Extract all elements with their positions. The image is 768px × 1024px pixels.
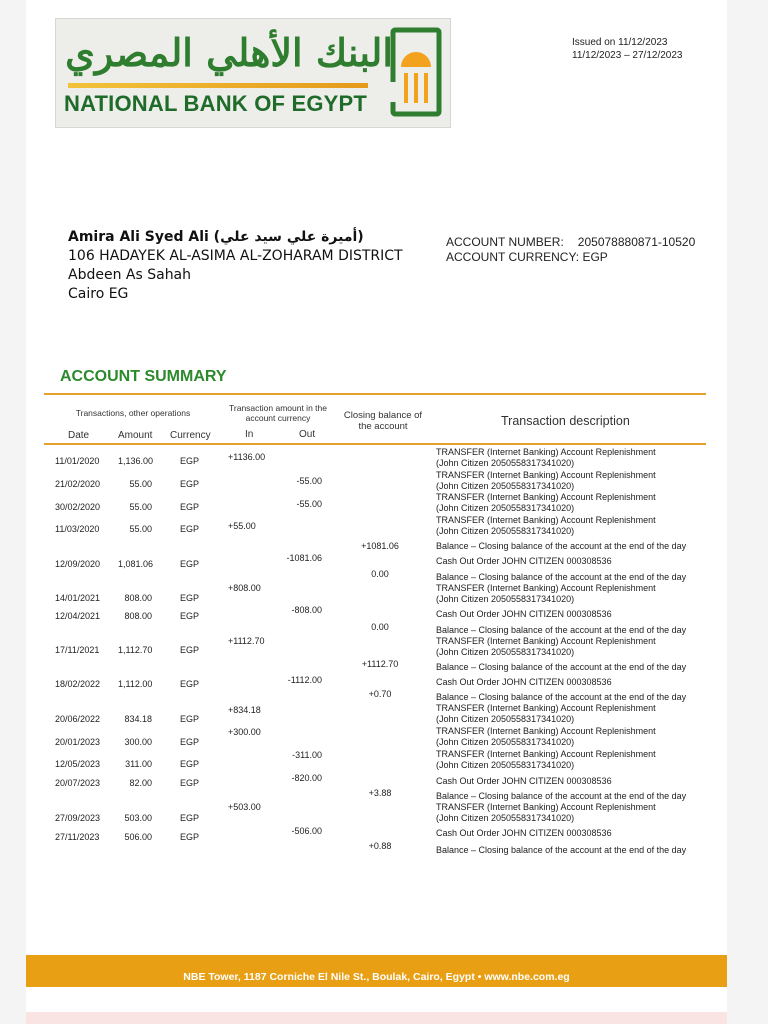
transaction-description: [436, 692, 686, 703]
transaction-date: 20/07/2023: [55, 778, 101, 788]
transaction-description: [436, 583, 656, 605]
transaction-date: 27/11/2023: [55, 832, 100, 842]
transaction-amount: 311.00: [125, 759, 152, 769]
transaction-description: [436, 845, 686, 856]
page-bottom-strip: [26, 1012, 727, 1024]
transaction-in: +55.00: [228, 521, 256, 531]
transaction-currency: EGP: [180, 502, 200, 512]
transaction-out: -55.00: [296, 476, 322, 486]
transaction-amount: 82.00: [129, 778, 152, 788]
transaction-date: 20/06/2022: [55, 714, 101, 724]
transaction-description: [436, 749, 656, 771]
description-line: TRANSFER (Internet Banking) Account Replenishment: [436, 726, 656, 736]
description-line: Cash Out Order JOHN CITIZEN 000308536: [436, 677, 612, 687]
transaction-description: [436, 625, 686, 636]
transaction-description: [436, 677, 612, 688]
transaction-amount: 55.00: [129, 479, 152, 489]
transaction-currency: EGP: [180, 456, 200, 466]
closing-balance: +0.88: [368, 841, 392, 851]
transaction-amount: 1,136.00: [118, 456, 154, 466]
account-number-label: ACCOUNT NUMBER:: [446, 235, 564, 249]
logo-english-text: NATIONAL BANK OF EGYPT: [64, 91, 368, 116]
statement-period: 11/12/2023 – 27/12/2023: [572, 50, 683, 61]
header-out: Out: [299, 429, 316, 440]
closing-balance: +3.88: [368, 788, 392, 798]
transaction-currency: EGP: [180, 593, 200, 603]
description-line: TRANSFER (Internet Banking) Account Replenishment: [436, 636, 656, 646]
transaction-out: -506.00: [291, 826, 322, 836]
transaction-description: [436, 556, 612, 567]
transaction-date: 11/01/2020: [55, 456, 100, 466]
description-line: (John Citizen 2050558317341020): [436, 481, 575, 491]
description-line: (John Citizen 2050558317341020): [436, 714, 575, 724]
transaction-description: [436, 609, 612, 620]
header-transactions: Transactions, other operations: [75, 408, 191, 418]
transaction-out: -1081.06: [286, 553, 322, 563]
customer-address-line1: 106 HADAYEK AL-ASIMA AL-ZOHARAM DISTRICT: [68, 248, 403, 264]
transaction-out: -55.00: [296, 499, 322, 509]
transaction-amount: 55.00: [129, 502, 152, 512]
transaction-date: 12/09/2020: [55, 559, 101, 569]
transaction-amount: 1,081.06: [118, 559, 154, 569]
transaction-currency: EGP: [180, 524, 200, 534]
transaction-out: -808.00: [291, 605, 322, 615]
account-info: [446, 235, 695, 264]
description-line: TRANSFER (Internet Banking) Account Replenishment: [436, 583, 656, 593]
customer-block: [68, 228, 403, 304]
transaction-date: 17/11/2021: [55, 645, 100, 655]
description-line: (John Citizen 2050558317341020): [436, 458, 575, 468]
header-amount-group: Transaction amount in the account currency: [229, 403, 327, 423]
issued-date: Issued on 11/12/2023: [572, 37, 668, 48]
transaction-description: [436, 447, 656, 469]
table-header-rule: [44, 443, 706, 445]
transaction-currency: EGP: [180, 737, 200, 747]
transaction-in: +834.18: [228, 705, 261, 715]
header-description: Transaction description: [501, 414, 630, 428]
transaction-date: 30/02/2020: [55, 502, 101, 512]
header-date: Date: [68, 430, 90, 441]
account-currency: ACCOUNT CURRENCY: EGP: [446, 249, 608, 264]
description-line: TRANSFER (Internet Banking) Account Replenishment: [436, 515, 656, 525]
description-line: Cash Out Order JOHN CITIZEN 000308536: [436, 828, 612, 838]
description-line: TRANSFER (Internet Banking) Account Replenishment: [436, 492, 656, 502]
transaction-in: +1136.00: [228, 452, 266, 462]
transaction-description: [436, 492, 656, 514]
transaction-description: [436, 636, 656, 658]
transaction-date: 27/09/2023: [55, 813, 101, 823]
transaction-description: [436, 726, 656, 748]
transaction-amount: 834.18: [124, 714, 152, 724]
transaction-description: [436, 662, 686, 673]
description-line: (John Citizen 2050558317341020): [436, 813, 575, 823]
transaction-date: 21/02/2020: [55, 479, 101, 489]
transaction-date: 20/01/2023: [55, 737, 101, 747]
transaction-currency: EGP: [180, 778, 200, 788]
transaction-description: [436, 470, 656, 492]
transaction-out: -1112.00: [287, 675, 322, 685]
transaction-currency: EGP: [180, 679, 200, 689]
transaction-currency: EGP: [180, 479, 200, 489]
transaction-amount: 300.00: [124, 737, 152, 747]
description-line: TRANSFER (Internet Banking) Account Replenishment: [436, 447, 656, 457]
description-line: TRANSFER (Internet Banking) Account Replenishment: [436, 802, 656, 812]
bank-logo: [55, 18, 451, 128]
description-line: (John Citizen 2050558317341020): [436, 760, 575, 770]
closing-balance: 0.00: [371, 569, 389, 579]
description-line: (John Citizen 2050558317341020): [436, 503, 575, 513]
transaction-date: 12/05/2023: [55, 759, 101, 769]
customer-address-line3: Cairo EG: [68, 286, 129, 302]
description-line: (John Citizen 2050558317341020): [436, 737, 575, 747]
description-line: Balance – Closing balance of the account at the end of the day: [436, 662, 687, 672]
transaction-amount: 1,112.70: [118, 645, 153, 655]
transaction-currency: EGP: [180, 611, 200, 621]
description-line: TRANSFER (Internet Banking) Account Replenishment: [436, 749, 656, 759]
description-line: Cash Out Order JOHN CITIZEN 000308536: [436, 556, 612, 566]
transaction-amount: 1,112.00: [118, 679, 153, 689]
transaction-in: +300.00: [228, 727, 261, 737]
logo-arabic-text: البنك الأهلي المصري: [65, 30, 393, 75]
transaction-in: +808.00: [228, 583, 261, 593]
transaction-description: [436, 572, 686, 583]
transaction-date: 12/04/2021: [55, 611, 101, 621]
issue-info: [572, 36, 682, 62]
bank-emblem-icon: [390, 27, 442, 117]
account-number: 205078880871-10520: [577, 235, 696, 249]
page-footer: NBE Tower, 1187 Corniche El Nile St., Boulak, Cairo, Egypt • www.nbe.com.eg: [26, 955, 727, 987]
transaction-currency: EGP: [180, 645, 200, 655]
closing-balance: +0.70: [368, 689, 392, 699]
transaction-description: [436, 515, 656, 537]
transaction-description: [436, 776, 612, 787]
description-line: Balance – Closing balance of the account at the end of the day: [436, 572, 687, 582]
transaction-amount: 808.00: [124, 611, 152, 621]
description-line: TRANSFER (Internet Banking) Account Replenishment: [436, 703, 656, 713]
transaction-description: [436, 802, 656, 824]
logo-bar: [68, 83, 368, 88]
transaction-currency: EGP: [180, 759, 200, 769]
transaction-currency: EGP: [180, 714, 200, 724]
transaction-in: +503.00: [228, 802, 261, 812]
header-currency: Currency: [170, 430, 211, 441]
transaction-amount: 506.00: [124, 832, 152, 842]
transaction-currency: EGP: [180, 813, 200, 823]
closing-balance: 0.00: [371, 622, 389, 632]
transaction-description: [436, 828, 612, 839]
header-in: In: [245, 429, 254, 440]
transaction-description: [436, 703, 656, 725]
transaction-date: 11/03/2020: [55, 524, 100, 534]
account-summary-title: ACCOUNT SUMMARY: [60, 368, 227, 385]
transaction-description: [436, 541, 686, 552]
transaction-date: 14/01/2021: [55, 593, 101, 603]
closing-balance: +1081.06: [361, 541, 399, 551]
description-line: (John Citizen 2050558317341020): [436, 647, 575, 657]
transaction-description: [436, 791, 686, 802]
closing-balance: +1112.70: [361, 659, 399, 669]
customer-address-line2: Abdeen As Sahah: [68, 267, 192, 283]
transaction-in: +1112.70: [228, 636, 265, 646]
header-amount: Amount: [118, 430, 153, 441]
transaction-amount: 808.00: [124, 593, 152, 603]
description-line: Cash Out Order JOHN CITIZEN 000308536: [436, 609, 612, 619]
description-line: Balance – Closing balance of the account at the end of the day: [436, 541, 687, 551]
description-line: Cash Out Order JOHN CITIZEN 000308536: [436, 776, 612, 786]
header-closing-balance: Closing balance of the account: [343, 410, 423, 432]
transaction-out: -311.00: [292, 750, 322, 760]
description-line: (John Citizen 2050558317341020): [436, 594, 575, 604]
transaction-out: -820.00: [291, 773, 322, 783]
description-line: Balance – Closing balance of the account at the end of the day: [436, 791, 687, 801]
description-line: Balance – Closing balance of the account at the end of the day: [436, 692, 687, 702]
transaction-amount: 503.00: [124, 813, 152, 823]
description-line: Balance – Closing balance of the account at the end of the day: [436, 625, 687, 635]
table-top-rule: [44, 393, 706, 395]
transaction-currency: EGP: [180, 832, 200, 842]
transaction-currency: EGP: [180, 559, 200, 569]
description-line: (John Citizen 2050558317341020): [436, 526, 575, 536]
transaction-amount: 55.00: [129, 524, 152, 534]
customer-name: Amira Ali Syed Ali (أميرة علي سيد علي): [68, 229, 364, 245]
transaction-date: 18/02/2022: [55, 679, 101, 689]
description-line: Balance – Closing balance of the account at the end of the day: [436, 845, 687, 855]
description-line: TRANSFER (Internet Banking) Account Replenishment: [436, 470, 656, 480]
